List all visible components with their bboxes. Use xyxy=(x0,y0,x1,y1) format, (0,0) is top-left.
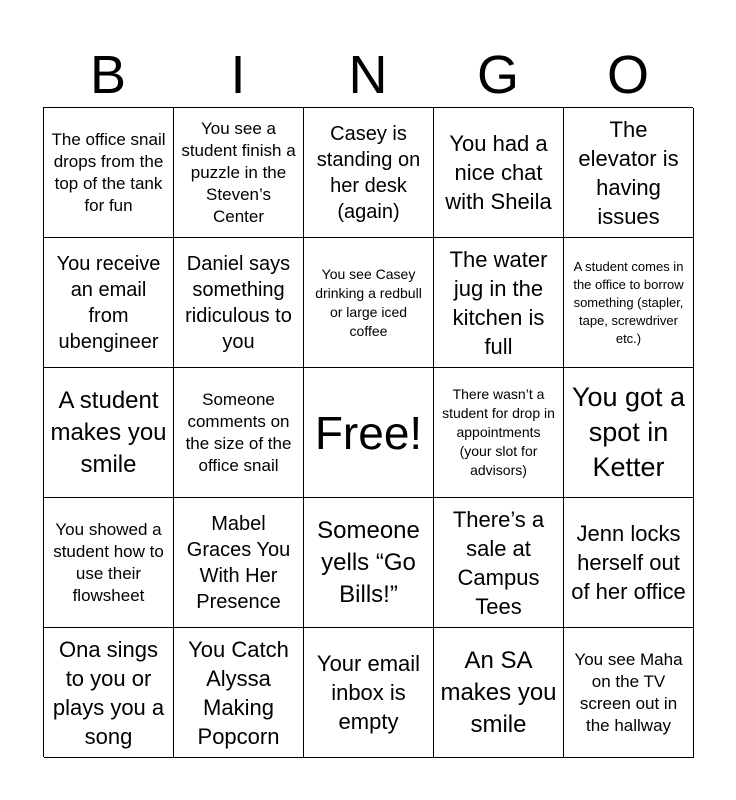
cell-text: Mabel Graces You With Her Presence xyxy=(186,512,291,613)
bingo-cell-r2c3[interactable] xyxy=(304,238,434,368)
cell-text: Someone yells “Go Bills!” xyxy=(317,516,420,608)
cell-text: You showed a student how to use their flowsheet xyxy=(53,519,164,605)
cell-text: You Catch Alyssa Making Popcorn xyxy=(188,636,289,749)
cell-text: You see a student finish a puzzle in the Steven’s Center xyxy=(181,118,296,226)
bingo-cell-r2c4[interactable] xyxy=(434,238,564,368)
bingo-board xyxy=(43,107,693,757)
cell-text: Daniel says something ridiculous to you xyxy=(185,252,292,353)
cell-text: There wasn’t a student for drop in appointments (your slot for advisors) xyxy=(442,386,555,478)
header-letter-g: G xyxy=(476,45,519,105)
bingo-cell-r5c2[interactable] xyxy=(174,628,304,758)
bingo-cell-r3c5[interactable] xyxy=(564,368,694,498)
header-letter-i: I xyxy=(230,45,246,105)
cell-text: Ona sings to you or plays you a song xyxy=(52,636,165,749)
bingo-cell-r2c5[interactable] xyxy=(564,238,694,368)
header-letter-b: B xyxy=(89,45,127,105)
bingo-cell-r4c5[interactable] xyxy=(564,498,694,628)
bingo-cell-r1c3[interactable] xyxy=(304,108,434,238)
cell-text: You see Casey drinking a redbull or large iced coffee xyxy=(315,265,422,339)
bingo-cell-r5c3[interactable] xyxy=(304,628,434,758)
bingo-cell-r1c5[interactable] xyxy=(564,108,694,238)
bingo-cell-r5c4[interactable] xyxy=(434,628,564,758)
cell-text: A student makes you smile xyxy=(50,386,167,478)
cell-text: Jenn locks herself out of her office xyxy=(571,521,686,604)
bingo-cell-r2c2[interactable] xyxy=(174,238,304,368)
cell-text: The office snail drops from the top of the tank for fun xyxy=(51,129,166,215)
cell-text: Your email inbox is empty xyxy=(316,651,421,734)
bingo-cell-r2c1[interactable] xyxy=(44,238,174,368)
cell-text: Casey is standing on her desk (again) xyxy=(316,122,421,223)
bingo-cell-free[interactable] xyxy=(304,368,434,498)
cell-text: A student comes in the office to borrow something (stapler, tape, screwdriver etc.) xyxy=(573,258,684,346)
header-letter-n: N xyxy=(348,45,388,105)
cell-text: An SA makes you smile xyxy=(440,646,557,738)
cell-text: Someone comments on the size of the office snail xyxy=(185,389,292,475)
bingo-cell-r3c2[interactable] xyxy=(174,368,304,498)
bingo-cell-r4c2[interactable] xyxy=(174,498,304,628)
bingo-cell-r3c4[interactable] xyxy=(434,368,564,498)
bingo-cell-r1c4[interactable] xyxy=(434,108,564,238)
cell-text: You got a spot in Ketter xyxy=(571,382,686,482)
bingo-cell-r1c1[interactable] xyxy=(44,108,174,238)
cell-text: You see Maha on the TV screen out in the hallway xyxy=(574,649,683,735)
bingo-cell-r4c3[interactable] xyxy=(304,498,434,628)
cell-text: The water jug in the kitchen is full xyxy=(449,246,548,359)
bingo-cell-r3c1[interactable] xyxy=(44,368,174,498)
bingo-cell-r5c1[interactable] xyxy=(44,628,174,758)
cell-text: The elevator is having issues xyxy=(578,116,679,229)
bingo-cell-r1c2[interactable] xyxy=(174,108,304,238)
bingo-cell-r4c4[interactable] xyxy=(434,498,564,628)
free-space-text: Free! xyxy=(314,406,423,459)
cell-text: There’s a sale at Campus Tees xyxy=(452,506,545,619)
header-letter-o: O xyxy=(606,45,649,105)
bingo-cell-r5c5[interactable] xyxy=(564,628,694,758)
bingo-header xyxy=(43,42,693,108)
bingo-cell-r4c1[interactable] xyxy=(44,498,174,628)
cell-text: You had a nice chat with Sheila xyxy=(445,131,552,214)
cell-text: You receive an email from ubengineer xyxy=(56,252,161,353)
